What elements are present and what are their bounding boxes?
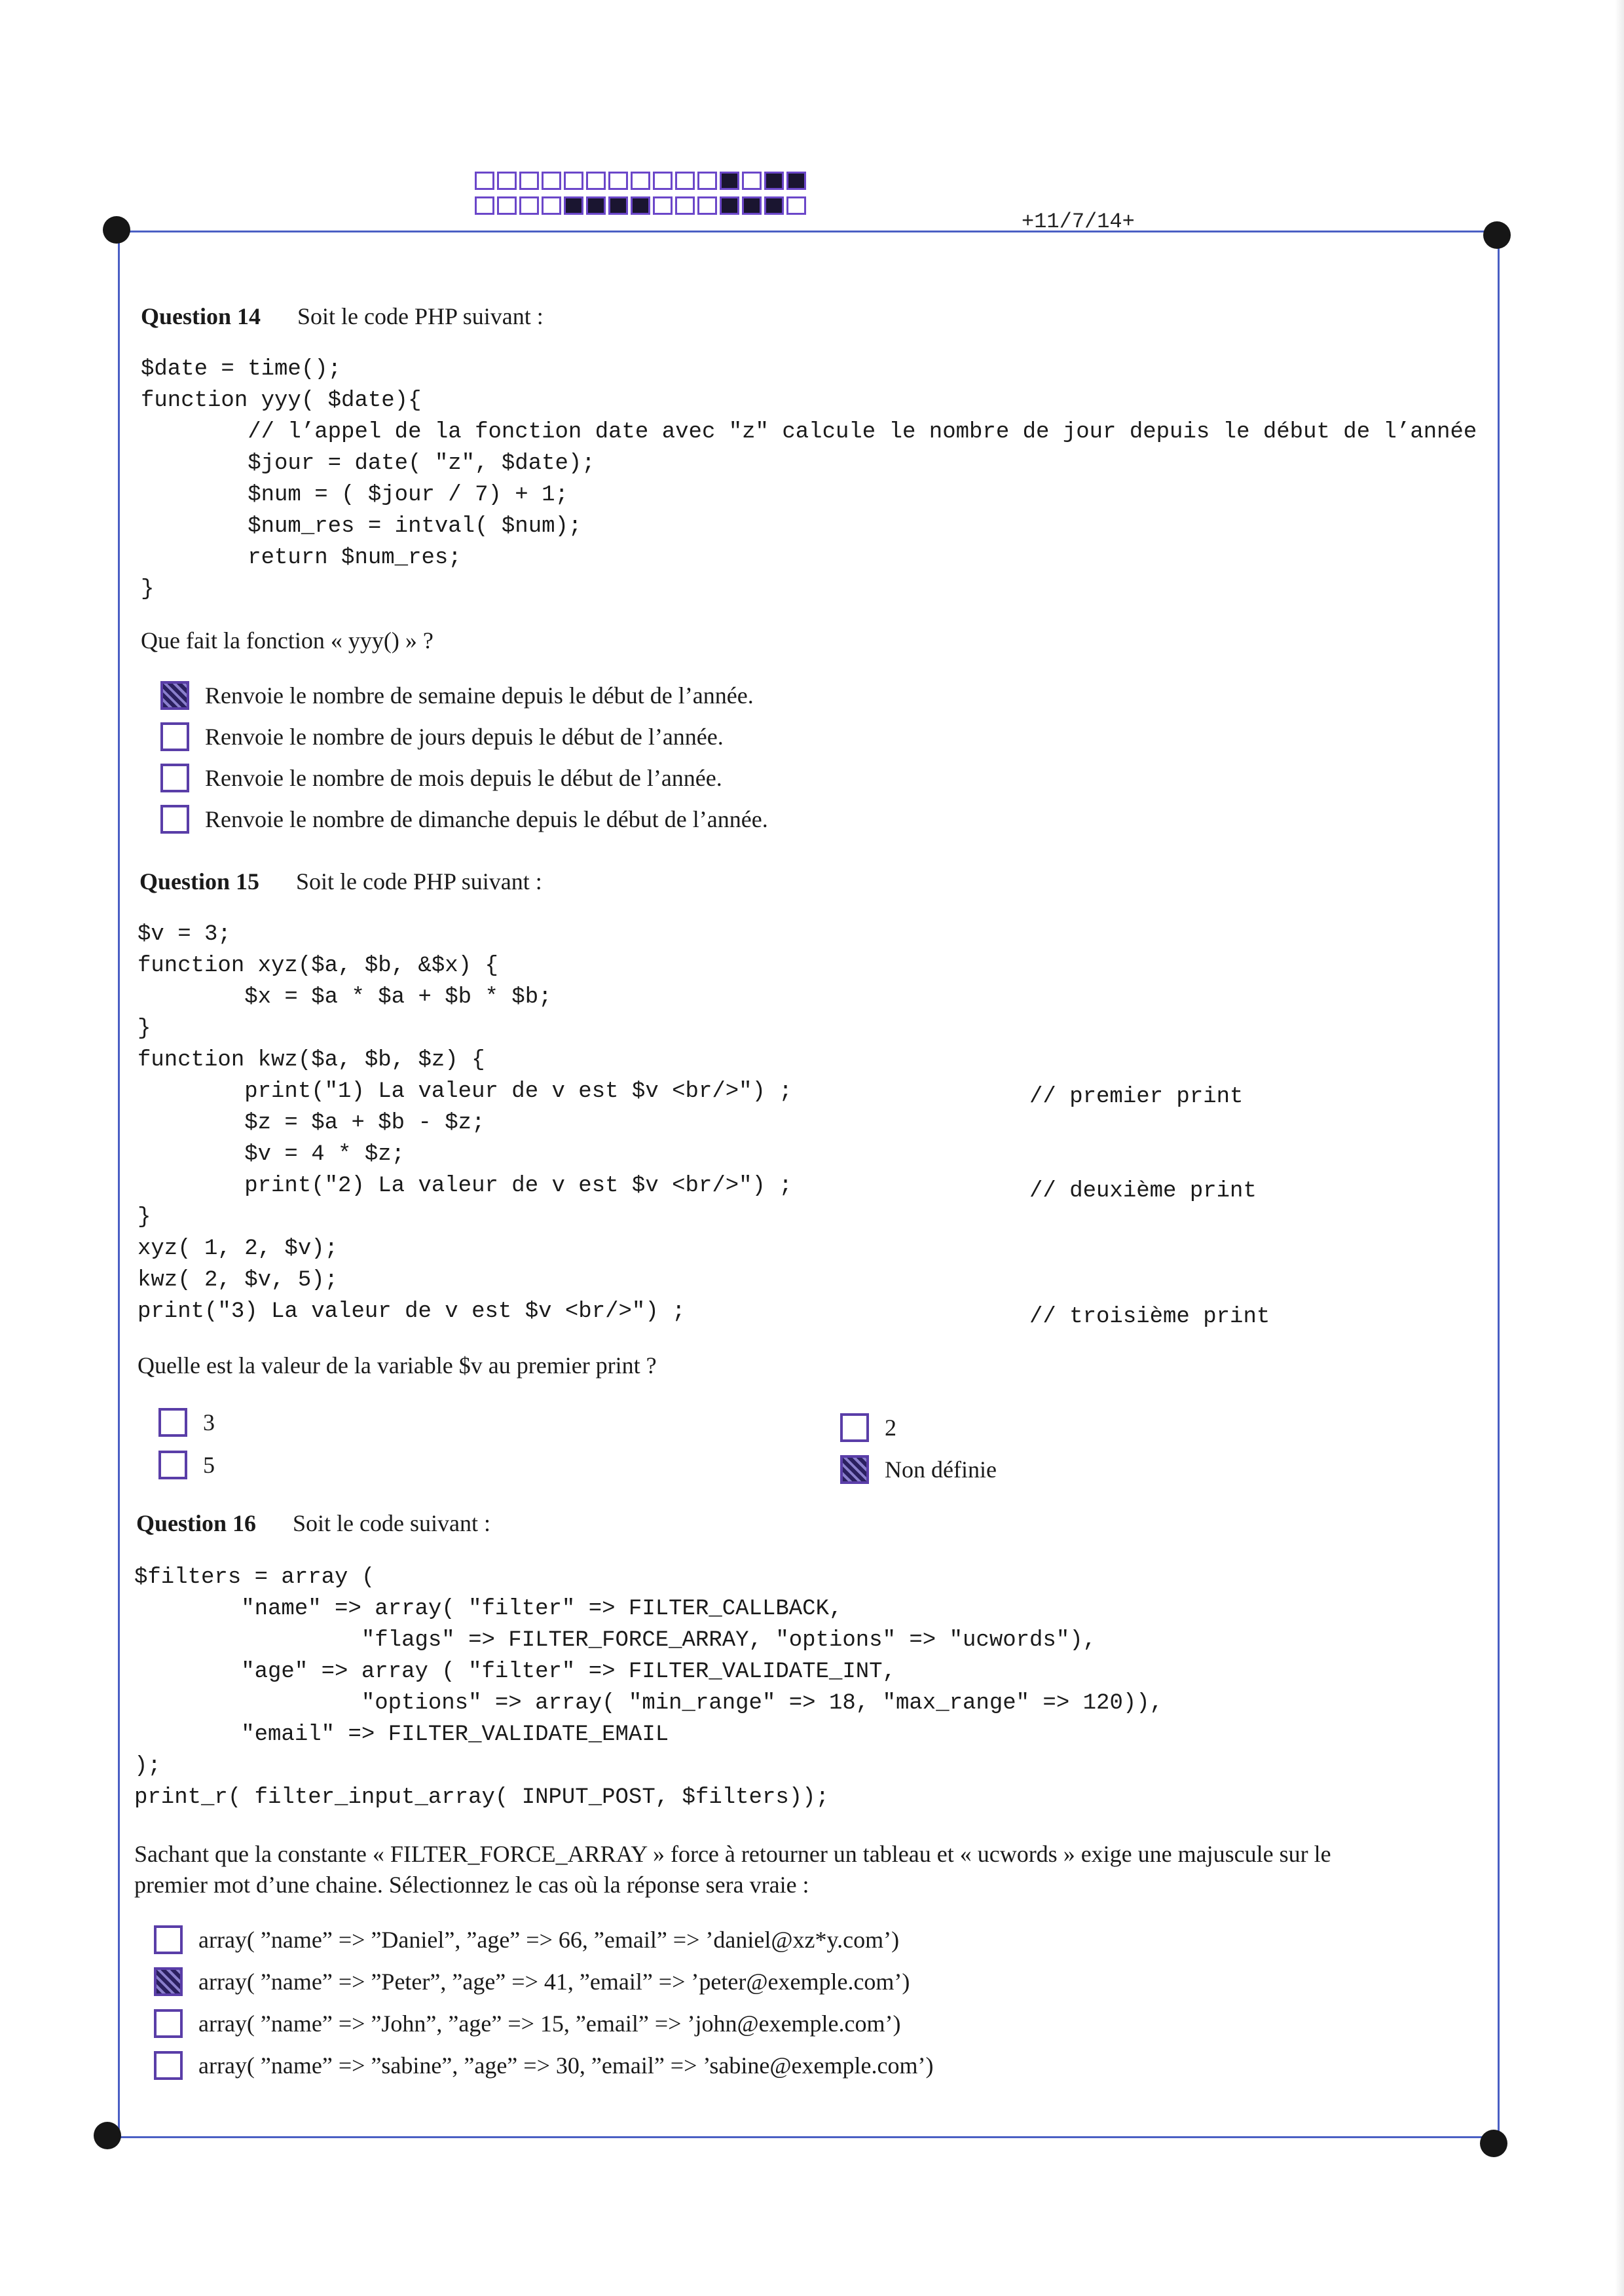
barcode-cell [542, 172, 561, 190]
option-label: 2 [885, 1415, 896, 1441]
q14-number: Question 14 [141, 303, 261, 329]
q16-heading [136, 1509, 490, 1537]
q15-option-1[interactable] [158, 1408, 215, 1437]
barcode-cell [764, 196, 784, 215]
barcode-cell [697, 172, 717, 190]
option-label: Renvoie le nombre de mois depuis le début de l’année. [205, 764, 722, 791]
barcode-cell [720, 172, 739, 190]
checkbox[interactable] [158, 1408, 187, 1437]
barcode-cell [720, 196, 739, 215]
barcode-cell [519, 172, 539, 190]
q16-number: Question 16 [136, 1510, 257, 1536]
corner-marker-top-right [1483, 221, 1511, 249]
q14-intro: Soit le code PHP suivant : [297, 303, 544, 329]
barcode-cell [564, 172, 583, 190]
q14-option-3[interactable] [160, 757, 768, 798]
checkbox-checked[interactable] [154, 1967, 183, 1996]
barcode-cell [631, 196, 650, 215]
frame-right-line [1498, 231, 1500, 2138]
barcode-cell [519, 196, 539, 215]
q15-prompt: Quelle est la valeur de la variable $v au premier print ? [138, 1352, 657, 1379]
checkbox[interactable] [840, 1413, 869, 1442]
checkbox[interactable] [154, 1925, 183, 1954]
q16-option-2[interactable] [154, 1961, 933, 2003]
option-label: array( ”name” => ”Peter”, ”age” => 41, ”email” => ’peter@exemple.com’) [198, 1969, 910, 1995]
barcode-cell [786, 196, 806, 215]
q15-comment-3: // troisième print [1029, 1305, 1270, 1329]
frame-left-line [118, 231, 120, 2138]
q16-option-1[interactable] [154, 1919, 933, 1961]
q15-number: Question 15 [139, 868, 260, 895]
option-label: array( ”name” => ”sabine”, ”age” => 30, ”email” => ’sabine@exemple.com’) [198, 2052, 934, 2079]
barcode-cell [608, 196, 628, 215]
q16-intro: Soit le code suivant : [293, 1510, 490, 1536]
q16-option-4[interactable] [154, 2045, 933, 2086]
q15-option-3[interactable] [158, 1451, 215, 1479]
q15-comment-1: // premier print [1029, 1084, 1244, 1109]
q14-code: $date = time(); function yyy( $date){ // l’appel de la fonction date avec "z" calcule le nombre de jour depuis le début de l’année $jour = date( "z", $date); $num = ( $jour / 7) + 1; $num_res = intval( $num); return $num_res; } [141, 357, 1477, 602]
q16-options [154, 1919, 933, 2086]
q14-option-4[interactable] [160, 798, 768, 840]
barcode-cell [742, 196, 762, 215]
barcode-cell [653, 196, 673, 215]
q15-code: $v = 3; function xyz($a, $b, &$x) { $x = $a * $a + $b * $b; } function kwz($a, $b, $z) { print("1) La valeur de v est $v <br/>") ; $z = $a + $b - $z; $v = 4 * $z; print("2) La valeur de v est $v <br/>") ; } xyz( 1, 2, $v); kwz( 2, $v, 5); print("3) La valeur de v est $v <br/>") ; [138, 922, 792, 1324]
option-label: 5 [203, 1452, 215, 1478]
barcode-cell [475, 196, 494, 215]
corner-marker-bottom-left [94, 2122, 121, 2149]
q15-comment-2: // deuxième print [1029, 1179, 1257, 1204]
page-barcode [475, 172, 806, 215]
checkbox[interactable] [160, 722, 189, 751]
frame-bottom-line [118, 2136, 1500, 2138]
q15-heading [139, 868, 542, 895]
checkbox-checked[interactable] [160, 681, 189, 710]
q14-option-2[interactable] [160, 716, 768, 757]
barcode-cell [542, 196, 561, 215]
checkbox-checked[interactable] [840, 1455, 869, 1484]
option-label: Non définie [885, 1456, 997, 1483]
q16-prompt-line-2: premier mot d’une chaine. Sélectionnez le cas où la réponse sera vraie : [134, 1872, 809, 1898]
q15-intro: Soit le code PHP suivant : [296, 868, 542, 895]
option-label: array( ”name” => ”John”, ”age” => 15, ”email” => ’john@exemple.com’) [198, 2010, 901, 2037]
barcode-cell [497, 172, 517, 190]
q14-heading [141, 303, 544, 330]
q16-prompt-line-1: Sachant que la constante « FILTER_FORCE_ARRAY » force à retourner un tableau et « ucwords » exige une majuscule sur le [134, 1841, 1331, 1867]
barcode-cell [586, 196, 606, 215]
barcode-cell [653, 172, 673, 190]
barcode-cell [631, 172, 650, 190]
barcode-cell [742, 172, 762, 190]
barcode-row-1 [475, 172, 806, 190]
corner-marker-top-left [103, 216, 130, 244]
scan-edge-shadow [1615, 0, 1624, 2296]
option-label: array( ”name” => ”Daniel”, ”age” => 66, ”email” => ’daniel@xz*y.com’) [198, 1927, 900, 1953]
q14-prompt: Que fait la fonction « yyy() » ? [141, 627, 434, 654]
barcode-cell [697, 196, 717, 215]
q14-option-1[interactable] [160, 675, 768, 716]
checkbox[interactable] [158, 1451, 187, 1479]
frame-top-line [118, 231, 1500, 232]
q14-options [160, 675, 768, 840]
barcode-cell [786, 172, 806, 190]
checkbox[interactable] [154, 2051, 183, 2080]
option-label: Renvoie le nombre de semaine depuis le début de l’année. [205, 682, 754, 709]
q16-option-3[interactable] [154, 2003, 933, 2045]
barcode-cell [675, 196, 695, 215]
option-label: Renvoie le nombre de jours depuis le début de l’année. [205, 723, 724, 750]
q15-option-4[interactable] [840, 1455, 997, 1484]
corner-marker-bottom-right [1480, 2130, 1507, 2157]
checkbox[interactable] [160, 805, 189, 834]
barcode-cell [675, 172, 695, 190]
option-label: Renvoie le nombre de dimanche depuis le début de l’année. [205, 805, 768, 832]
checkbox[interactable] [160, 764, 189, 792]
barcode-cell [564, 196, 583, 215]
barcode-cell [586, 172, 606, 190]
page-id: +11/7/14+ [1022, 210, 1135, 234]
q15-option-2[interactable] [840, 1413, 896, 1442]
barcode-cell [497, 196, 517, 215]
option-label: 3 [203, 1409, 215, 1435]
barcode-cell [608, 172, 628, 190]
q16-code: $filters = array ( "name" => array( "filter" => FILTER_CALLBACK, "flags" => FILTER_FORCE_ARRAY, "options" => "ucwords"), "age" => array ( "filter" => FILTER_VALIDATE_INT, "options" => array( "min_range" => 18, "max_range" => 120)), "email" => FILTER_VALIDATE_EMAIL ); print_r( filter_input_array( INPUT_POST, $filters)); [134, 1565, 1164, 1810]
checkbox[interactable] [154, 2009, 183, 2038]
barcode-cell [475, 172, 494, 190]
barcode-cell [764, 172, 784, 190]
barcode-row-2 [475, 196, 806, 215]
